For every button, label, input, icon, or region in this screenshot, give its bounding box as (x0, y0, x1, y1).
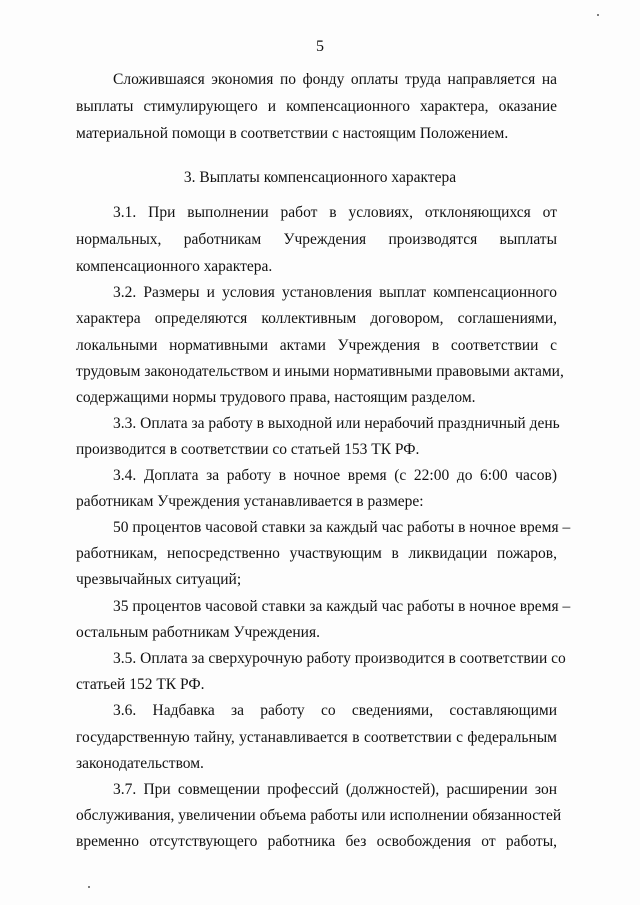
paragraph-line: характера определяются коллективным договором, соглашениями, (76, 310, 557, 327)
paragraph-line: выплаты стимулирующего и компенсационного характера, оказание (76, 98, 557, 115)
paragraph-line: локальными нормативными актами Учреждения в соответствии с (76, 337, 557, 354)
paragraph-line: производится в соответствии со статьей 153 ТК РФ. (76, 441, 420, 458)
paragraph-line: 3.5. Оплата за сверхурочную работу производится в соответствии со (113, 650, 566, 667)
paragraph-line: 3.4. Доплата за работу в ночное время (с 22:00 до 6:00 часов) (113, 467, 557, 484)
paragraph-line: 35 процентов часовой ставки за каждый час работы в ночное время – (113, 598, 571, 615)
paragraph-line: работникам, непосредственно участвующим в ликвидации пожаров, (76, 545, 557, 562)
page-number: 5 (316, 38, 324, 55)
paragraph-line: остальным работникам Учреждения. (76, 624, 320, 641)
paragraph-line: нормальных, работникам Учреждения производятся выплаты (76, 231, 557, 248)
paragraph-line: временно отсутствующего работника без освобождения от работы, (76, 833, 557, 850)
paragraph-line: 50 процентов часовой ставки за каждый час работы в ночное время – (113, 519, 571, 536)
paragraph-line: 3.1. При выполнении работ в условиях, отклоняющихся от (113, 204, 557, 221)
paragraph-line: 3.7. При совмещении профессий (должностей), расширении зон (113, 781, 557, 798)
paragraph-line: обслуживания, увеличении объема работы или исполнении обязанностей (76, 807, 562, 824)
paragraph-line: 3.2. Размеры и условия установления выплат компенсационного (113, 284, 557, 301)
section-heading: 3. Выплаты компенсационного характера (183, 169, 457, 186)
paragraph-line: чрезвычайных ситуаций; (76, 571, 242, 588)
paragraph-line: Сложившаяся экономия по фонду оплаты труда направляется на (113, 71, 557, 88)
paragraph-line: содержащими нормы трудового права, настоящим разделом. (76, 389, 476, 406)
paragraph-line: материальной помощи в соответствии с настоящим Положением. (76, 125, 509, 142)
paragraph-line: 3.3. Оплата за работу в выходной или нерабочий праздничный день (113, 415, 560, 432)
paragraph-line: законодательством. (76, 755, 204, 772)
paragraph-line: работникам Учреждения устанавливается в размере: (76, 493, 424, 510)
scan-speck (597, 14, 599, 16)
paragraph-line: статьей 152 ТК РФ. (76, 676, 205, 693)
paragraph-line: компенсационного характера. (76, 258, 273, 275)
paragraph-line: государственную тайну, устанавливается в соответствии с федеральным (76, 729, 557, 746)
scan-speck (88, 886, 90, 888)
paragraph-line: 3.6. Надбавка за работу со сведениями, составляющими (113, 702, 557, 719)
paragraph-line: трудовым законодательством и иными нормативными правовыми актами, (76, 363, 564, 380)
